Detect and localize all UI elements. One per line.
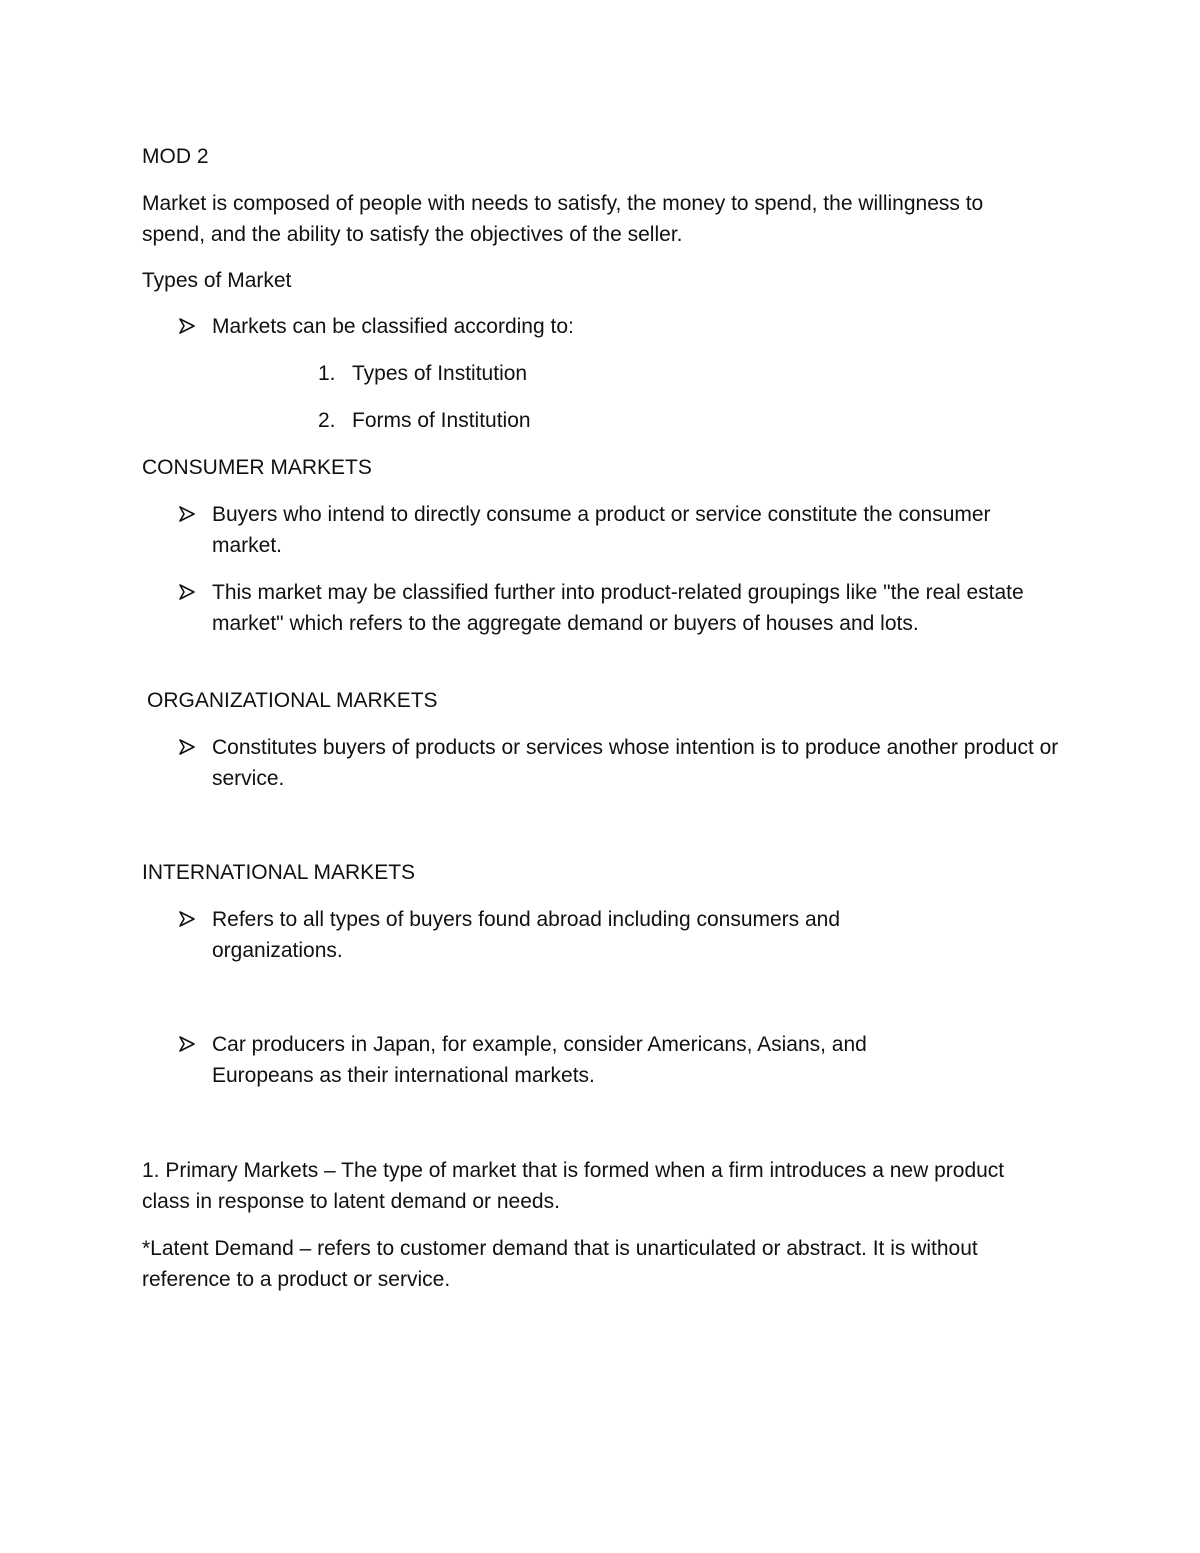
intro-paragraph: Market is composed of people with needs to satisfy, the money to spend, the willingness to spend, and the ability to satisfy the objectives of the seller. bbox=[142, 192, 984, 246]
organizational-markets-heading: ORGANIZATIONAL MARKETS bbox=[147, 689, 438, 712]
arrow-bullet-icon bbox=[178, 1034, 198, 1058]
consumer-markets-heading: CONSUMER MARKETS bbox=[142, 456, 372, 479]
document-title: MOD 2 bbox=[142, 145, 209, 168]
latent-demand-paragraph: *Latent Demand – refers to customer demand that is unarticulated or abstract. It is without reference to a product or service. bbox=[142, 1237, 978, 1291]
international-bullet-text: Car producers in Japan, for example, consider Americans, Asians, and Europeans as their international markets. bbox=[212, 1033, 867, 1087]
consumer-bullet-text: Buyers who intend to directly consume a product or service constitute the consumer market. bbox=[212, 503, 991, 557]
arrow-bullet-icon bbox=[178, 909, 198, 933]
organizational-bullet-text: Constitutes buyers of products or services whose intention is to produce another product or service. bbox=[212, 736, 1059, 790]
list-item-text: Types of Institution bbox=[352, 362, 528, 385]
arrow-bullet-icon bbox=[178, 504, 198, 528]
types-bullet-text: Markets can be classified according to: bbox=[212, 315, 574, 338]
arrow-bullet-icon bbox=[178, 582, 198, 606]
list-number: 2. bbox=[318, 409, 336, 432]
list-number: 1. bbox=[318, 362, 336, 385]
international-bullet-text: Refers to all types of buyers found abroad including consumers and organizations. bbox=[212, 908, 841, 962]
arrow-bullet-icon bbox=[178, 316, 198, 340]
consumer-bullet-text: This market may be classified further into product-related groupings like "the real estate market" which refers to the aggregate demand or buyers of houses and lots. bbox=[212, 581, 1024, 635]
arrow-bullet-icon bbox=[178, 737, 198, 761]
types-heading: Types of Market bbox=[142, 269, 292, 292]
international-markets-heading: INTERNATIONAL MARKETS bbox=[142, 861, 416, 884]
list-item-text: Forms of Institution bbox=[352, 409, 531, 432]
primary-markets-paragraph: 1. Primary Markets – The type of market that is formed when a firm introduces a new product class in response to latent demand or needs. bbox=[142, 1159, 1005, 1213]
